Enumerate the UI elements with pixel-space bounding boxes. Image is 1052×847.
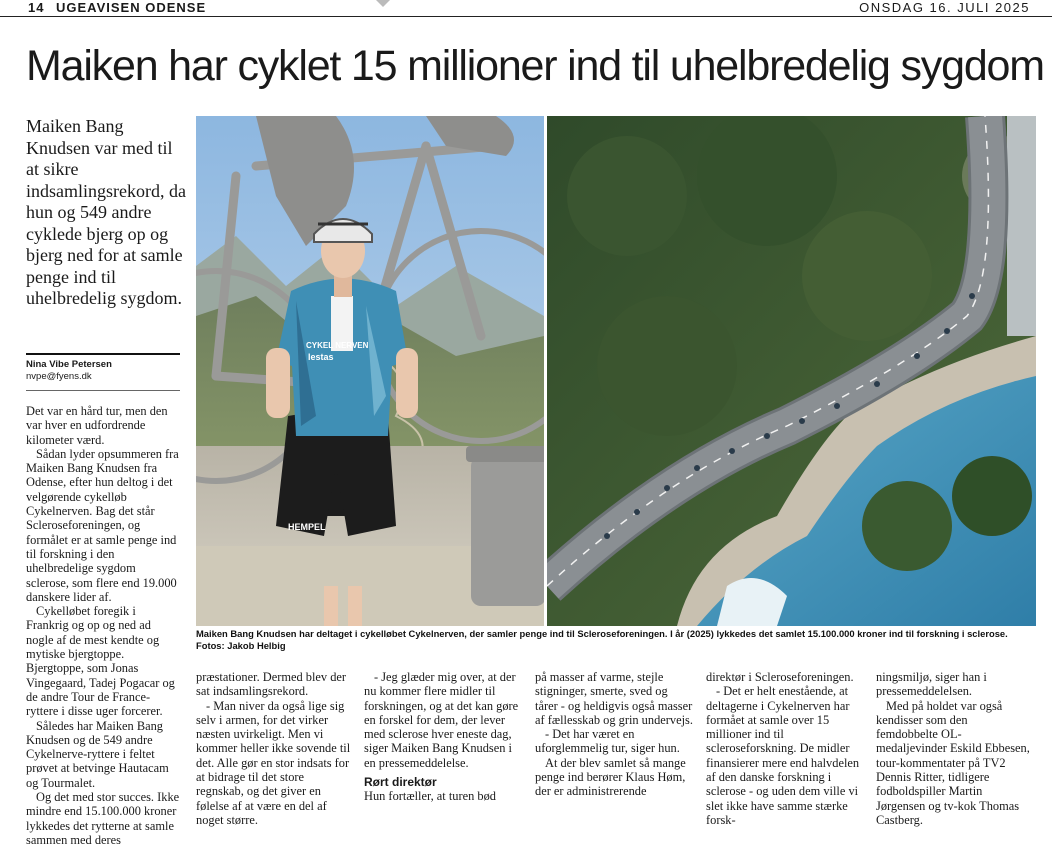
jersey-sponsor: lestas [308,352,334,362]
jersey-brand: CYKEL NERVEN [306,341,369,350]
paragraph: Det var en hård tur, men den var hver en udfordrende kilometer værd. [26,404,168,447]
issue-date: ONSDAG 16. JULI 2025 [859,0,1030,15]
publication-name: UGEAVISEN ODENSE [56,0,207,15]
body-column-1 [26,404,181,847]
caption-text: Maiken Bang Knudsen har deltaget i cykelløbet Cykelnerven, der samler penge ind til Scleroseforeningen. I år (2025) lykkedes det samlet 15.100.000 kroner ind til forskning i sclerose. [196,628,1008,639]
lead-paragraph: Maiken Bang Knudsen var med til at sikre indsamlingsrekord, da hun og 549 andre cyklede bjerg op og bjerg ned for at samle penge ind til uhelbredelig sygdom. [26,116,186,308]
paragraph: Hun fortæller, at turen bød [364,789,496,804]
paragraph: Og det med stor succes. Ikke mindre end 15.100.000 kroner lykkedes det rytterne at samle sammen med deres [26,790,180,847]
photo-caption [196,628,1036,652]
paragraph: direktør i Scleroseforeningen. [706,670,854,684]
paragraph: ningsmiljø, siger han i pressemeddelelsen. [876,670,987,699]
paragraph: - Det er helt enestående, at deltagerne i Cykelnerven har formået at samle over 15 millioner ind til scleroseforskning. De midler finansierer mere end halvdelen af den danske forskning i sclerose - og uden dem ville vi slet ikke have samme stærke forsk- [706,684,860,827]
masthead [0,0,1052,17]
paragraph: - Man niver da også lige sig selv i armen, for det virker næsten uvirkeligt. Men vi kommer heller ikke sovende til det. Alle gør en stor indsats for at bidrage til det store regnskab, og det giver en følelse af at være en del af noget større. [196,698,351,827]
paragraph: Sådan lyder opsummeren fra Maiken Bang Knudsen fra Odense, efter hun deltog i det velgørende cykelløb Cykelnerven. Bag det står Scleroseforeningen, og formålet er at samle penge ind til forskning i den uhelbredelige sygdom sclerose, som flere end 19.000 danskere lider af. [26,446,179,604]
paragraph: - Jeg glæder mig over, at der nu kommer flere midler til forskningen, og at det kan gøre en forskel for dem, der lever med sclerose hver eneste dag, siger Maiken Bang Knudsen i en pressemeddelelse. [364,670,519,770]
paragraph: At der blev samlet så mange penge ind berører Klaus Høm, der er administrerende [535,755,686,799]
author-email[interactable]: nvpe@fyens.dk [26,371,92,382]
author-name: Nina Vibe Petersen [26,359,112,370]
body-column-5 [706,670,862,827]
body-column-3 [364,670,522,804]
headline: Maiken har cyklet 15 millioner ind til uhelbredelig sygdom [26,42,1044,90]
body-column-2 [196,670,351,827]
byline [26,359,180,383]
shorts-sponsor: HEMPEL [288,522,326,532]
aerial-road-photo [547,116,1036,626]
paragraph: Med på holdet var også kendisser som den femdobbelte OL-medaljevinder Eskild Ebbesen, tour-kommentater på TV2 Dennis Ritter, tidligere fodboldspiller Martin Jørgensen og tv-kok Thomas Castberg. [876,698,1030,827]
byline-divider [26,390,180,391]
subheading: Rørt direktør [364,775,437,790]
masthead-notch [376,0,390,7]
paragraph: på masser af varme, stejle stigninger, smerte, sved og tårer - og heldigvis også masser af fællesskab og grin undervejs. [535,670,693,727]
paragraph: Cykelløbet foregik i Frankrig og op og ned ad nogle af de mest kendte og mytiske bjergtoppe. Bjergtoppe, som Jonas Vingegaard, Tadej Pogacar og de andre Tour de France-ryttere i disse uger forcerer. [26,604,175,719]
page-number: 14 [28,0,45,15]
byline-rule [26,353,180,355]
paragraph: - Det har været en uforglemmelig tur, siger hun. [535,727,680,756]
cyclist-photo [196,116,544,626]
paragraph: Således har Maiken Bang Knudsen og de 549 andre Cykelnerve-ryttere i feltet prøvet at betvinge Hautacam og Tourmalet. [26,718,169,790]
photo-credit: Fotos: Jakob Helbig [196,640,286,651]
body-column-6 [876,670,1032,827]
body-column-4 [535,670,693,799]
paragraph: præstationer. Dermed blev der sat indsamlingsrekord. [196,670,347,699]
